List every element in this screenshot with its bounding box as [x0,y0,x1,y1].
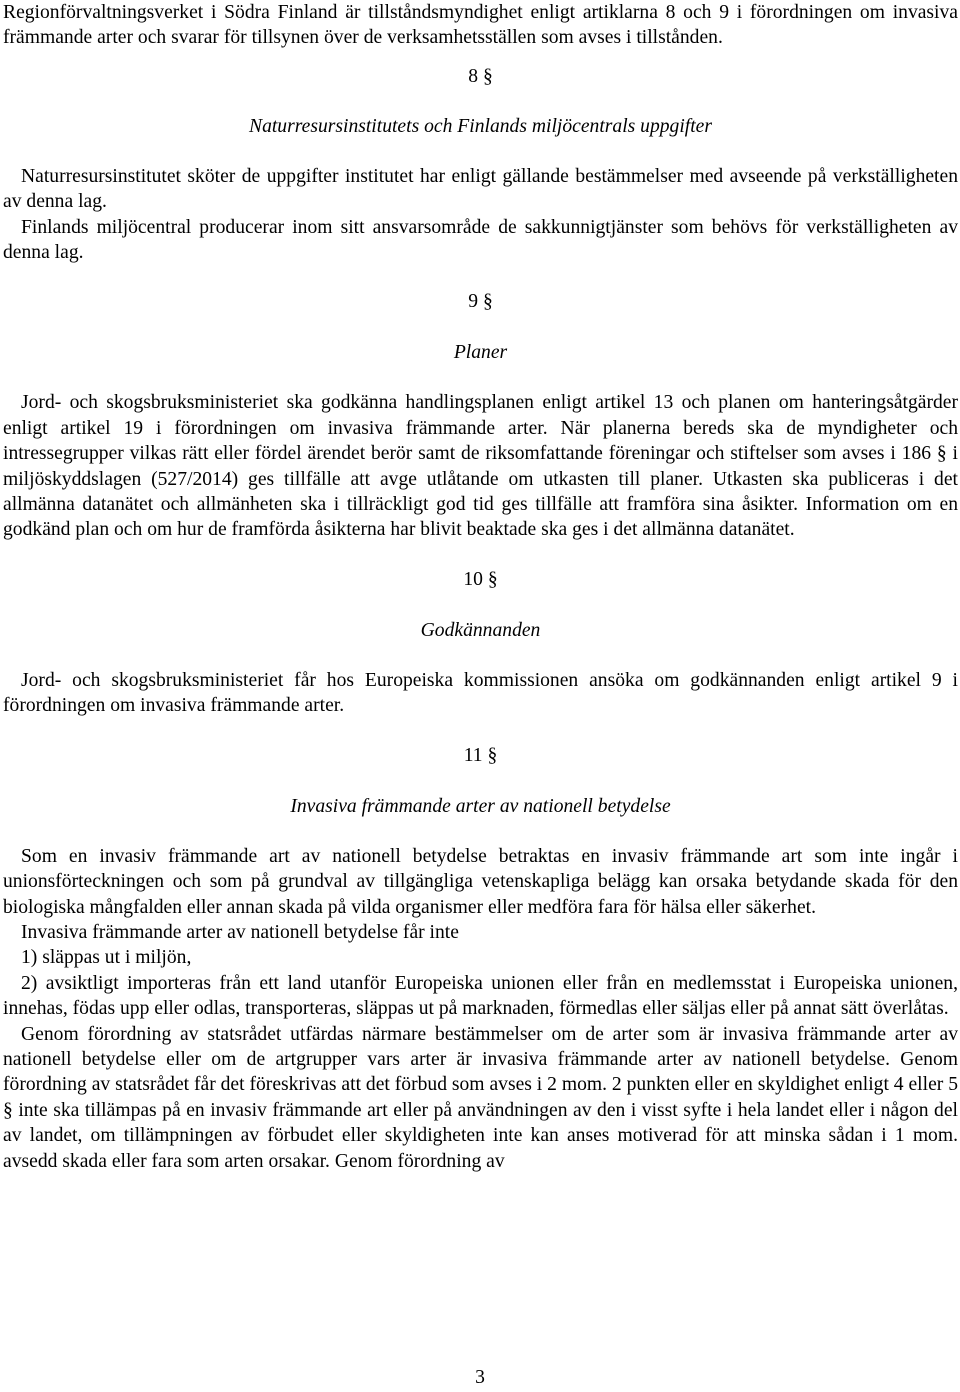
section-number: 11 § [463,744,498,766]
section-title: Planer [453,342,508,364]
section-number: 9 § [468,291,493,313]
section-paragraph: Som en invasiv främmande art av nationell betydelse betraktas en invasiv främmande art som inte ingår i unionsförteckningen och som på grundval av tillgängliga vetenskapliga belägg kan orsaka betydande skada för den biologiska mångfalden eller annan skada på vilda organismer eller medföra fara för hälsa eller säkerhet. [3,845,958,918]
section-paragraph: Jord- och skogsbruksministeriet ska godkänna handlingsplanen enligt artikel 13 och planen om hanteringsåtgärder enligt artikel 19 i förordningen om invasiva främmande arter. När planerna bereds ska de myndigheter och intressegrupper vilkas rätt eller fördel ärendet berör samt de riksomfattande föreningar och stiftelser som avses i 186 § i miljöskyddslagen (527/2014) ges tillfälle att avge utlåtande om utkasten till planer. Utkasten ska publiceras i det allmänna datanätet och allmänheten ska i tillräckligt god tid ges tillfälle att framföra sina åsikter. Information om en godkänd plan och om hur de framförda åsikterna har blivit beaktade ska ges i det allmänna datanätet. [3,392,958,541]
section-title: Godkännanden [420,619,541,641]
section-number: 10 § [463,568,498,590]
section-11 [3,743,958,1174]
section-9 [3,289,958,542]
section-title: Naturresursinstitutets och Finlands miljöcentrals uppgifter [249,115,712,137]
section-paragraph: Finlands miljöcentral producerar inom sitt ansvarsområde de sakkunnigtjänster som behövs för verkställigheten av denna lag. [3,216,958,264]
section-10 [3,567,958,719]
section-title: Invasiva främmande arter av nationell betydelse [290,795,671,817]
section-paragraph: Invasiva främmande arter av nationell betydelse får inte [21,921,459,943]
list-item: 2) avsiktligt importeras från ett land utanför Europeiska unionen eller från en medlemsstat i Europeiska unionen, innehas, födas upp eller odlas, transporteras, släppas ut på marknaden, förmedlas eller säljas eller på annat sätt överlåtas. [3,972,958,1020]
page-number: 3 [475,1367,485,1388]
section-paragraph: Jord- och skogsbruksministeriet får hos Europeiska kommissionen ansöka om godkännanden enligt artikel 9 i förordningen om invasiva främmande arter. [3,669,958,717]
section-paragraph: Naturresursinstitutet sköter de uppgifter institutet har enligt gällande bestämmelser med avseende på verkställigheten av denna lag. [3,165,958,213]
section-8 [3,64,958,266]
section-number: 8 § [468,65,493,87]
list-item: 1) släppas ut i miljön, [21,947,192,969]
intro-paragraph: Regionförvaltningsverket i Södra Finland är tillståndsmyndighet enligt artiklarna 8 och 9 i förordningen om invasiva främmande arter och svarar för tillsynen över de verksamhetsställen som avses i tillstånden. [3,2,958,49]
page-content [3,0,958,1174]
section-paragraph: Genom förordning av statsrådet utfärdas närmare bestämmelser om de arter som är invasiva främmande arter av nationell betydelse eller om de artgrupper vars arter är invasiva främmande arter av nationell betydelse. Genom förordning av statsrådet får det föreskrivas att det förbud som avses i 2 mom. 2 punkten eller en skyldighet enligt 4 eller 5 § inte ska tillämpas på en invasiv främmande art eller på användningen av den i visst syfte i hela landet eller i någon del av landet, om tillämpningen av förbudet eller skyldigheten inte kan anses motiverad för att minska sådan i 1 mom. avsedd skada eller fara som arten orsakar. Genom förordning av [3,1023,958,1172]
